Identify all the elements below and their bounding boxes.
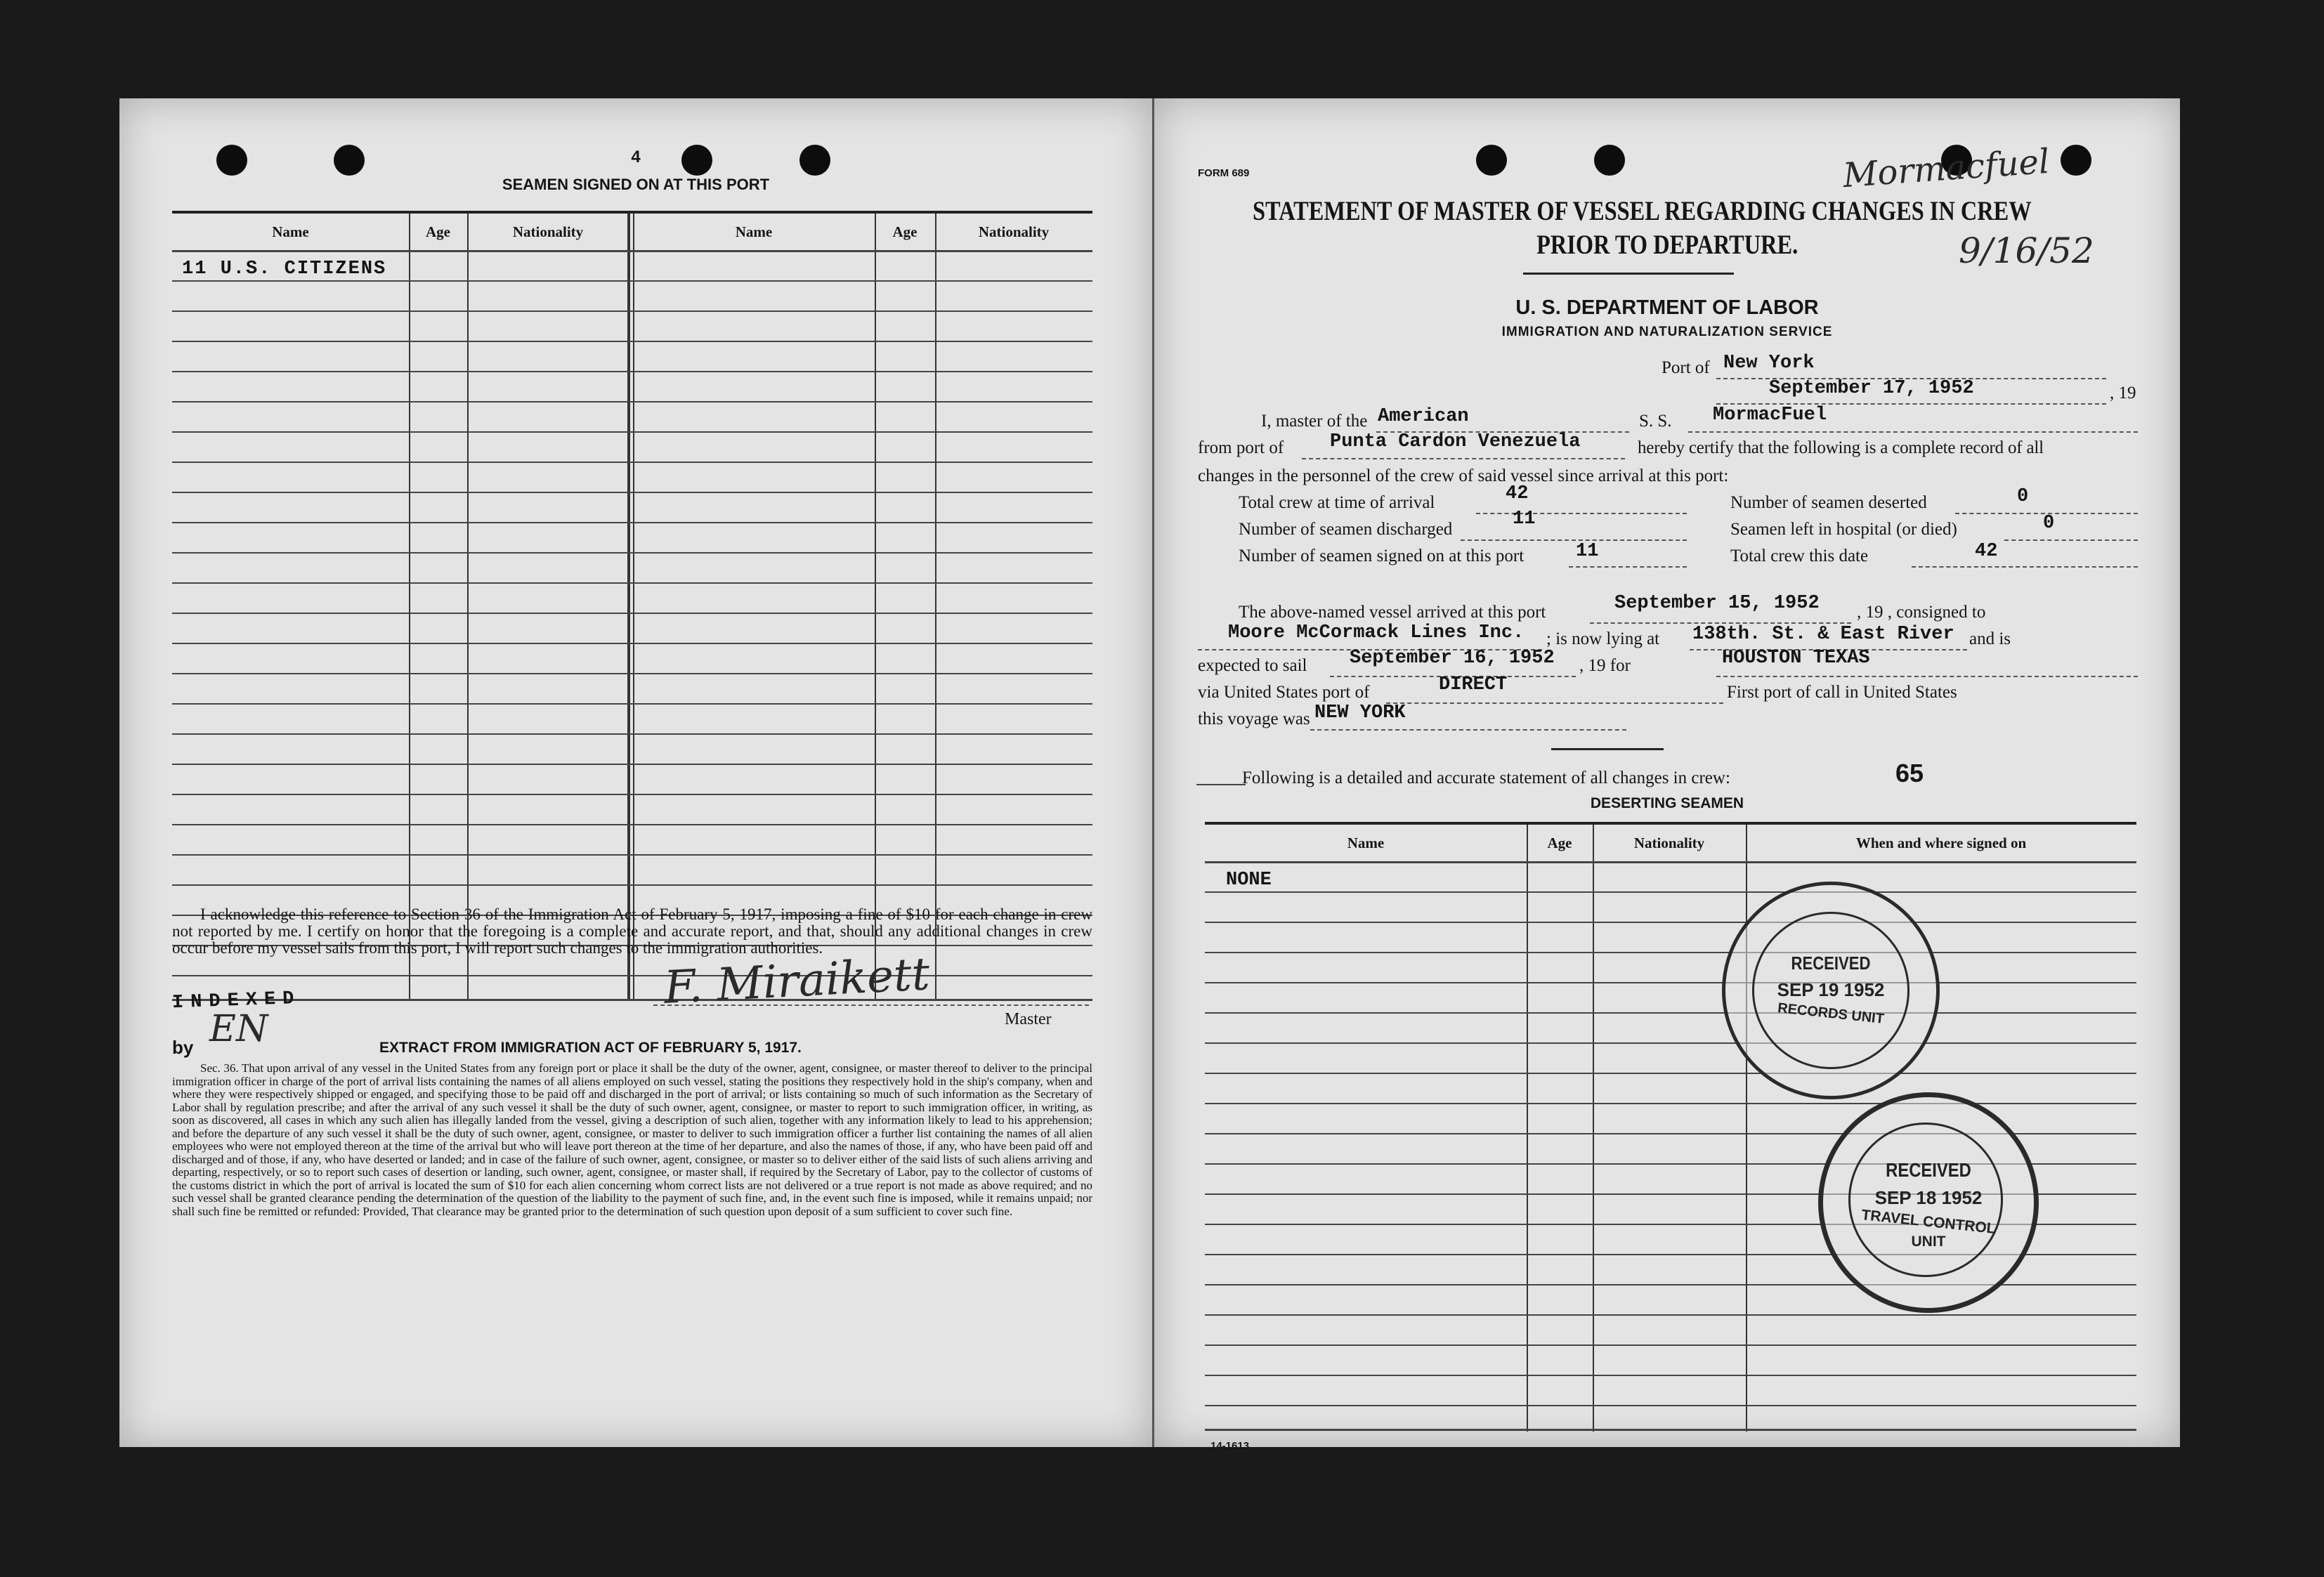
- col-nationality: Nationality: [512, 223, 584, 240]
- section-rule: [1551, 748, 1664, 750]
- total-arrival-line: [1476, 513, 1687, 514]
- first-port-label: First port of call in United States: [1727, 683, 1957, 702]
- date-year-label: , 19: [2110, 384, 2136, 403]
- consigned-label: , 19 , consigned to: [1857, 603, 1986, 622]
- total-arrival-value: 42: [1506, 483, 1529, 504]
- changes-count: 65: [1895, 759, 1924, 787]
- by-initials: EN: [209, 1008, 268, 1050]
- for-label: , 19 for: [1579, 656, 1631, 675]
- expected-label: expected to sail: [1198, 656, 1307, 675]
- received-records-stamp: [1722, 882, 1940, 1099]
- total-arrival-label: Total crew at time of arrival: [1239, 493, 1435, 512]
- signed-on-line: [1569, 566, 1687, 568]
- via-line: [1386, 702, 1723, 704]
- punch-hole: [1594, 145, 1625, 176]
- stamp2-travel-control: TRAVEL CONTROL: [1860, 1207, 1997, 1237]
- destination-line: [1716, 676, 2138, 677]
- acknowledgement-text: I acknowledge this reference to Section 36 of the Immigration Act of February 5, 1917, imposing a fine of $10 for each change in crew not reported by me. I certify on honor that the foregoing is a complete and accurate report, and that, should any additional changes in crew occur before my vessel sails from this port, I will report such changes to the immigration authorities.: [172, 905, 1092, 957]
- punch-hole: [1476, 145, 1507, 176]
- service: IMMIGRATION AND NATURALIZATION SERVICE: [1501, 325, 1833, 339]
- desert-entry: NONE: [1226, 870, 1272, 891]
- punch-hole: [2061, 145, 2091, 176]
- certify-text: hereby certify that the following is a complete record of all: [1638, 438, 2044, 457]
- stamp1-date: SEP 19 1952: [1777, 979, 1885, 1000]
- voyage-label: this voyage was: [1198, 709, 1310, 728]
- master-label: Master: [1005, 1010, 1052, 1028]
- desert-col-nationality: Nationality: [1633, 835, 1705, 851]
- col-nationality-2: Nationality: [978, 223, 1050, 240]
- deserting-title: DESERTING SEAMEN: [1590, 795, 1744, 811]
- hospital-label: Seamen left in hospital (or died): [1730, 520, 1957, 539]
- by-label: by: [172, 1037, 194, 1058]
- from-port-value: Punta Cardon Venezuela: [1330, 431, 1581, 452]
- voyage-line: [1310, 729, 1626, 731]
- received-travel-control-stamp: [1818, 1092, 2039, 1313]
- right-page: [1152, 98, 2180, 1452]
- total-date-label: Total crew this date: [1730, 547, 1869, 565]
- signed-on-label: Number of seamen signed on at this port: [1239, 547, 1525, 565]
- signature-line: [653, 1005, 1089, 1006]
- col-age: Age: [426, 223, 450, 240]
- destination-value: HOUSTON TEXAS: [1722, 648, 1870, 669]
- desert-col-signed-on: When and where signed on: [1855, 835, 2027, 851]
- lying-value: 138th. St. & East River: [1692, 624, 1954, 645]
- signed-on-title: SEAMEN SIGNED ON AT THIS PORT: [502, 176, 770, 193]
- col-name: Name: [272, 223, 309, 240]
- extract-title: EXTRACT FROM IMMIGRATION ACT OF FEBRUARY 5, 1917.: [379, 1040, 802, 1056]
- form-title-line1: STATEMENT OF MASTER OF VESSEL REGARDING CHANGES IN CREW: [1253, 196, 2032, 226]
- form-title-line2-text: PRIOR TO DEPARTURE.: [1536, 230, 1799, 260]
- and-is-label: and is: [1969, 629, 2011, 648]
- department: U. S. DEPARTMENT OF LABOR: [1515, 296, 1819, 319]
- voyage-value: NEW YORK: [1314, 702, 1406, 724]
- port-label: Port of: [1662, 358, 1710, 377]
- handwritten-date: 9/16/52: [1959, 230, 2094, 271]
- col-age-2: Age: [892, 223, 918, 240]
- hospital-line: [2004, 539, 2138, 541]
- footer-code: 14-1613: [1210, 1440, 1250, 1452]
- deserted-label: Number of seamen deserted: [1730, 493, 1927, 512]
- col-name-2: Name: [735, 223, 773, 240]
- from-port-label: from port of: [1198, 438, 1284, 457]
- hospital-value: 0: [2043, 513, 2055, 534]
- stamp1-records-unit: RECORDS UNIT: [1777, 1000, 1885, 1027]
- stamp1-received: RECEIVED: [1791, 953, 1871, 974]
- following-label: Following is a detailed and accurate statement of all changes in crew:: [1242, 768, 1730, 787]
- page-number: 4: [631, 148, 641, 166]
- date-value: September 17, 1952: [1769, 378, 1974, 399]
- ss-label: S. S.: [1639, 412, 1672, 431]
- master-signature: F. Miraikett: [662, 948, 932, 1014]
- nationality-value: American: [1378, 406, 1469, 427]
- changes-text: changes in the personnel of the crew of said vessel since arrival at this port:: [1198, 466, 1729, 485]
- ship-line: [1688, 431, 2138, 433]
- signed-on-table: [172, 211, 1092, 1000]
- stamp2-received: RECEIVED: [1886, 1159, 1971, 1181]
- via-label: via United States port of: [1198, 683, 1370, 702]
- desert-col-name: Name: [1347, 835, 1385, 851]
- arrived-value: September 15, 1952: [1614, 593, 1820, 614]
- left-page: [119, 98, 1152, 1447]
- following-lead: [1196, 784, 1246, 785]
- desert-col-age: Age: [1547, 835, 1572, 851]
- arrived-label: The above-named vessel arrived at this port: [1239, 603, 1546, 622]
- discharged-line: [1461, 539, 1687, 541]
- deserted-value: 0: [2017, 486, 2029, 507]
- stamp2-date: SEP 18 1952: [1874, 1187, 1983, 1208]
- from-port-line: [1302, 458, 1625, 459]
- via-value: DIRECT: [1439, 674, 1508, 695]
- signed-on-entry: 11 U.S. CITIZENS: [182, 259, 387, 280]
- indexed-stamp: INDEXED: [171, 988, 301, 1014]
- discharged-label: Number of seamen discharged: [1239, 520, 1453, 539]
- discharged-value: 11: [1513, 509, 1536, 530]
- extract-text: Sec. 36. That upon arrival of any vessel in the United States from any foreign port or place it shall be the duty of the owner, agent, consignee, or master thereof to deliver to the principal immigration officer in charge of the port of arrival lists containing the names of all aliens employed on such vessel, stating the positions they respectively hold in the ship's company, when and where they were respectively shipped or engaged, and specifying those to be paid off and discharged in the port of arrival; or lists containing so much of such information as the Secretary of Labor shall by regulation prescribe; and after the arrival of any such vessel it shall be the duty of such owner, agent, consignee, or master to report to such immigration officer, in writing, as soon as discovered, all cases in which any such alien has illegally landed from the vessel, giving a description of such alien, together with any information likely to lead to his apprehension; and before the departure of any such vessel it shall be the duty of such owner, agent, consignee, or master to deliver to such immigration officer a further list containing the names of all alien employees who were not employed thereon at the time of the arrival but who will leave port thereon at the time of her departure, and also the names of those, if any, who have been paid off and discharged and of those, if any, who have deserted or landed; and in case of the failure of such owner, agent, consignee, or master so to deliver either of the said lists of such aliens arriving and departing, respectively, or so to report such cases of desertion or landing, such owner, agent, consignee, or master shall, if required by the Secretary of Labor, pay to the collector of customs of the customs district in which the port of arrival is located the sum of $10 for each alien concerning whom correct lists are not delivered or a true report is not made as above required; and no such vessel shall be granted clearance pending the determination of the question of the liability to the payment of such fine, and, in the event such fine is imposed, while it remains unpaid; nor shall such fine be remitted or refunded: Provided, That clearance may be granted prior to the determination of such question upon deposit of a sum sufficient to cover such fine.: [172, 1061, 1092, 1218]
- title-rule: [1523, 273, 1734, 275]
- lying-label: ; is now lying at: [1546, 629, 1660, 648]
- total-date-line: [1912, 566, 2138, 568]
- master-of-label: I, master of the: [1261, 412, 1368, 431]
- consignee-value: Moore McCormack Lines Inc.: [1228, 622, 1525, 643]
- port-value: New York: [1723, 353, 1815, 374]
- handwritten-ship: Mormacfuel: [1841, 141, 2051, 196]
- form-number: FORM 689: [1198, 167, 1250, 179]
- total-date-value: 42: [1975, 541, 1998, 562]
- signed-on-value: 11: [1576, 541, 1599, 562]
- expected-value: September 16, 1952: [1350, 648, 1555, 669]
- stamp2-unit: UNIT: [1911, 1234, 1946, 1250]
- form-title-line2: [1154, 229, 2180, 261]
- ship-value: MormacFuel: [1713, 405, 1827, 426]
